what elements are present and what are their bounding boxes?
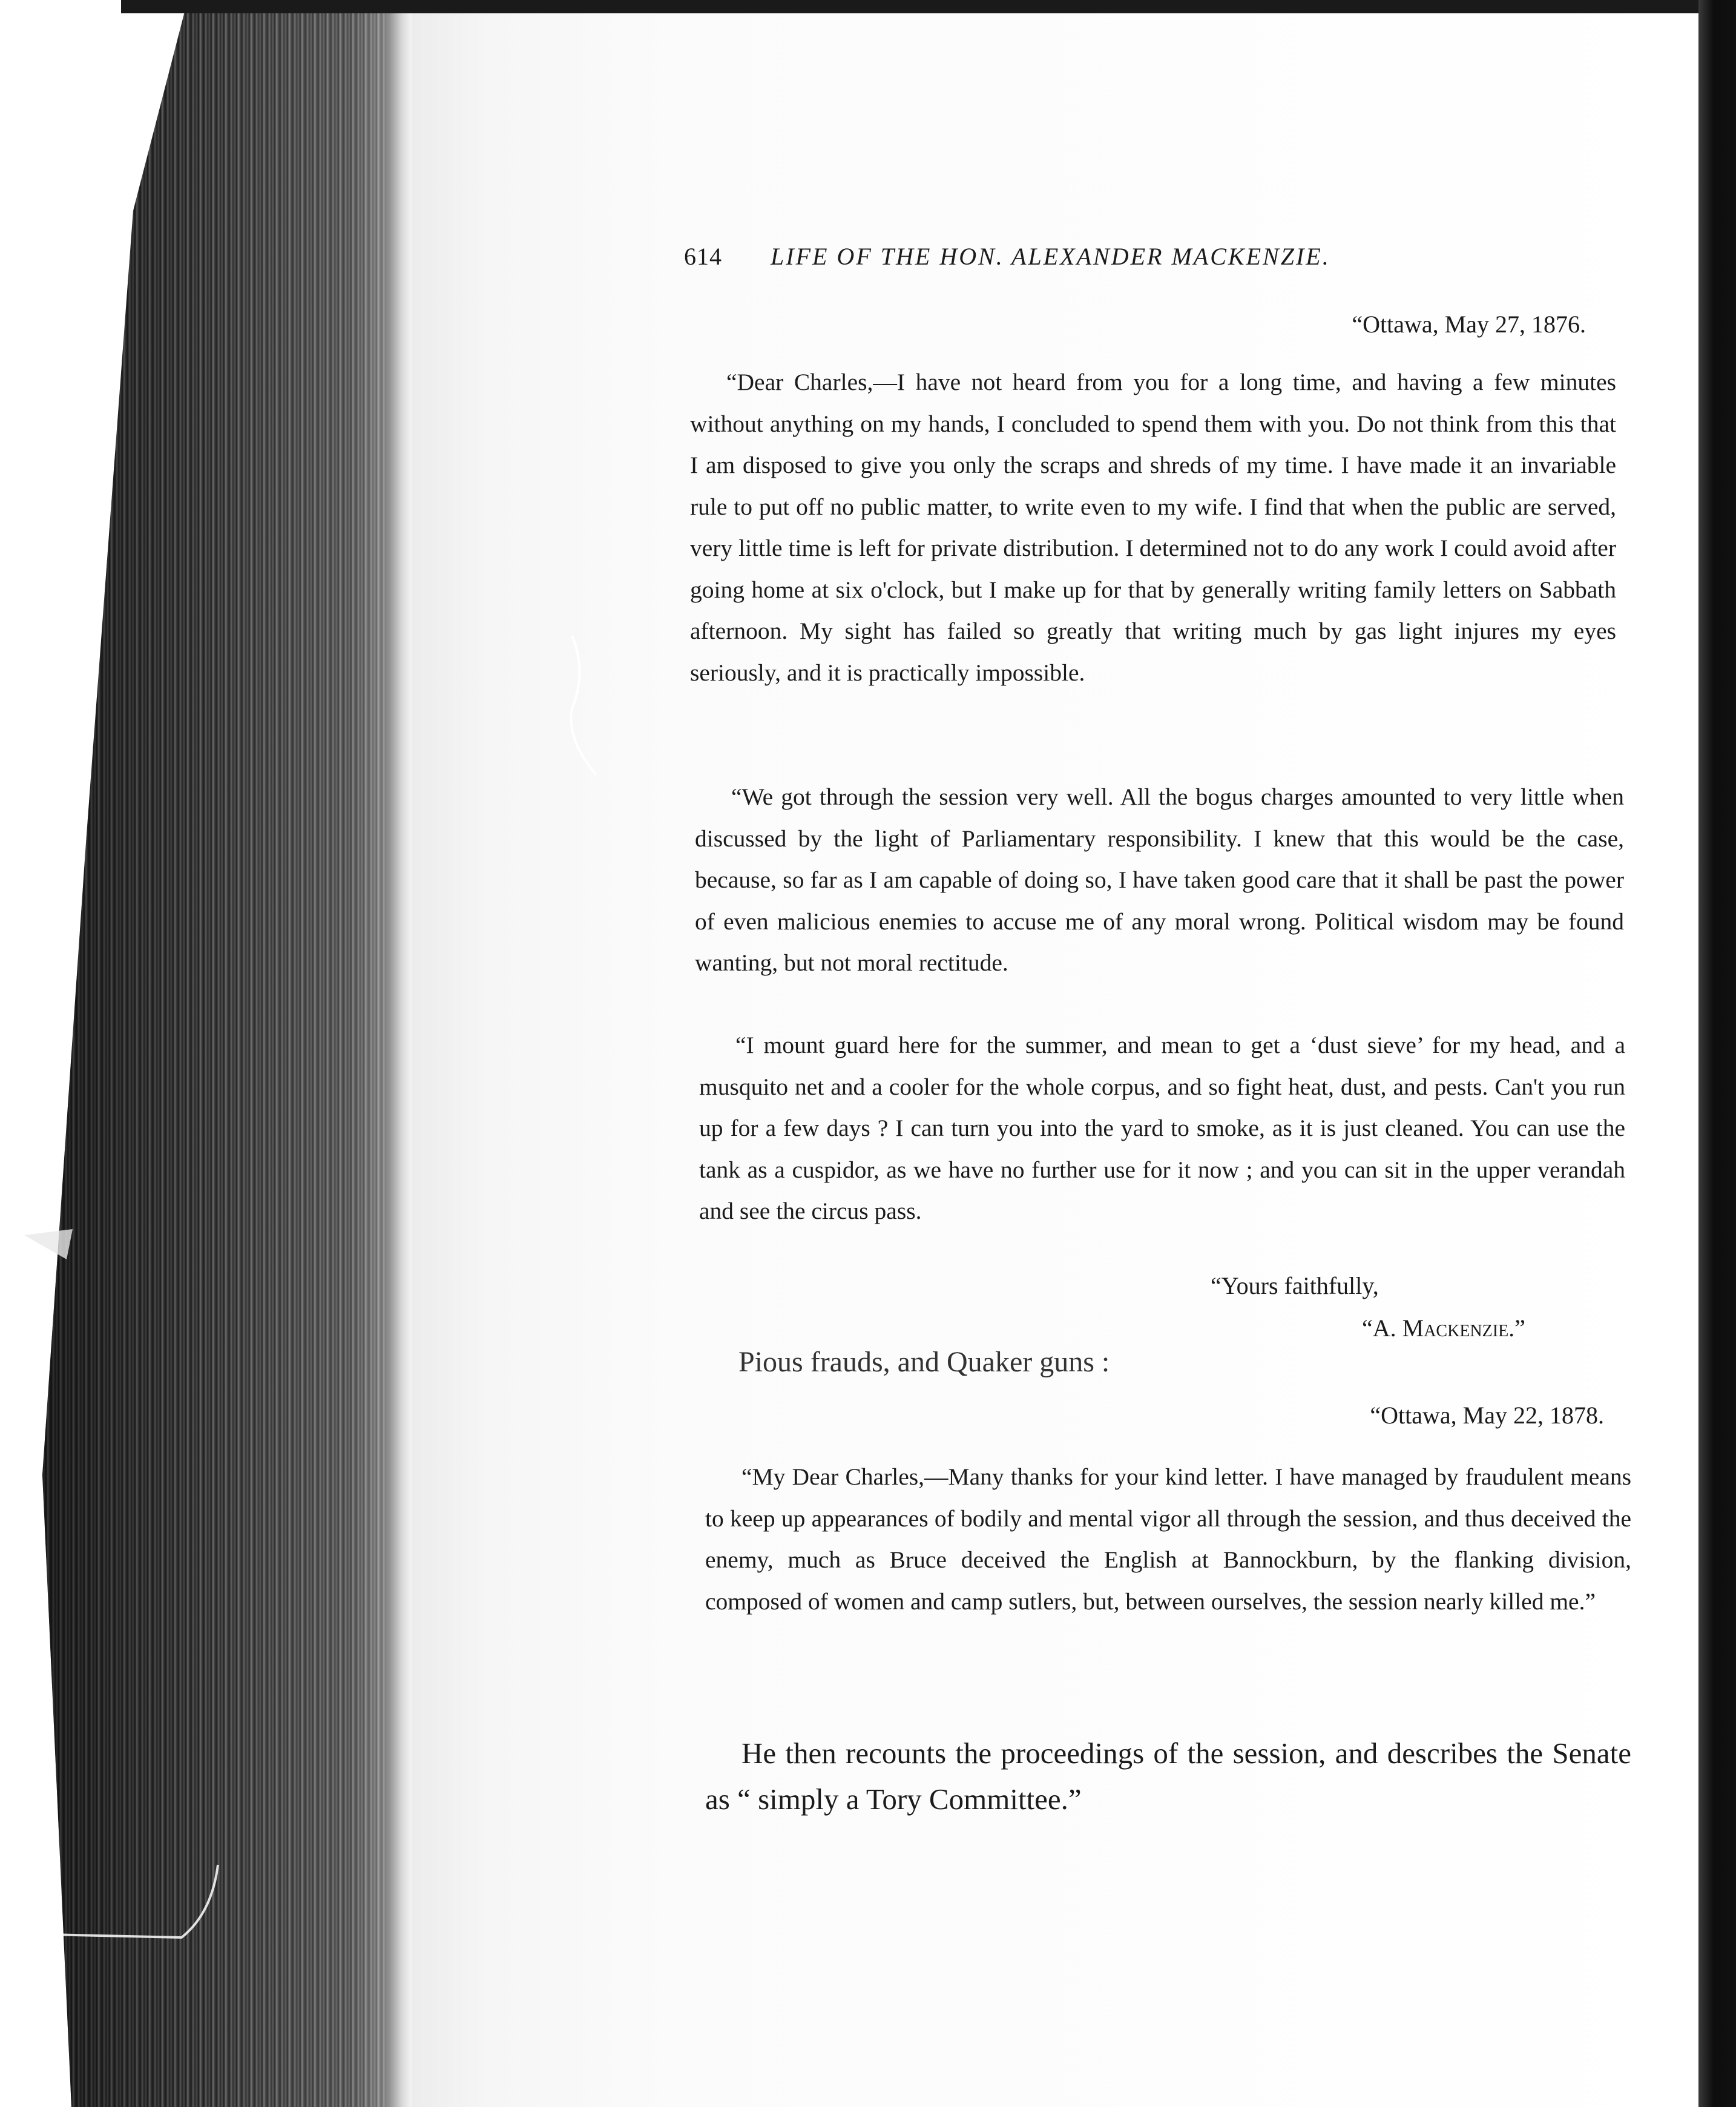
letter2-paragraph-1: “My Dear Charles,—Many thanks for your kind letter. I have managed by fraudulent means to keep up appearances of bodily and mental vigor all through the session, and thus deceived the enemy, much as Bruce deceived the English at Bannockburn, by the flanking division, composed of women and camp sutlers, but, between ourselves, the session nearly killed me.”	[705, 1463, 1631, 1615]
running-title: LIFE OF THE HON. ALEXANDER MACKENZIE.	[771, 243, 1330, 270]
letter1-paragraph-3: “I mount guard here for the summer, and mean to get a ‘dust sieve’ for my head, and a musquito net and a cooler for the whole corpus, and so fight heat, dust, and pests. Can't you run up for a few days ? I can turn you into the yard to smoke, as it is just cleaned. You can use the tank as a cuspidor, as we have no further use for it now ; and you can sit in the upper verandah and see the circus pass.	[699, 1032, 1625, 1224]
letter1-closing: “Yours faithfully,	[1211, 1272, 1379, 1299]
letter1-dateline: “Ottawa, May 27, 1876.	[1352, 311, 1586, 338]
page-header	[684, 242, 1531, 271]
page-number: 614	[684, 243, 722, 270]
letter2-dateline: “Ottawa, May 22, 1878.	[1370, 1402, 1604, 1429]
closing-paragraph: He then recounts the proceedings of the session, and describes the Senate as “ simply a Tory Committee.”	[705, 1736, 1631, 1816]
transition-line: Pious frauds, and Quaker guns :	[738, 1346, 1110, 1378]
letter1-paragraph-2: “We got through the session very well. All the bogus charges amounted to very little when discussed by the light of Parliamentary responsibility. I knew that this would be the case, because, so far as I am capable of doing so, I have taken good care that it shall be past the power of even malicious enemies to accuse me of any moral wrong. Political wisdom may be found wanting, but not moral rectitude.	[695, 783, 1624, 976]
letter1-paragraph-1: “Dear Charles,—I have not heard from you for a long time, and having a few minutes without anything on my hands, I concluded to spend them with you. Do not think from this that I am disposed to give you only the scraps and shreds of my time. I have made it an invariable rule to put off no public matter, to write even to my wife. I find that when the public are served, very little time is left for private distribution. I determined not to do any work I could avoid after going home at six o'clock, but I make up for that by generally writing family letters on Sabbath afternoon. My sight has failed so greatly that writing much by gas light injures my eyes seriously, and it is practically impossible.	[690, 369, 1616, 686]
letter1-signature: “A. Mackenzie.”	[1362, 1314, 1525, 1342]
